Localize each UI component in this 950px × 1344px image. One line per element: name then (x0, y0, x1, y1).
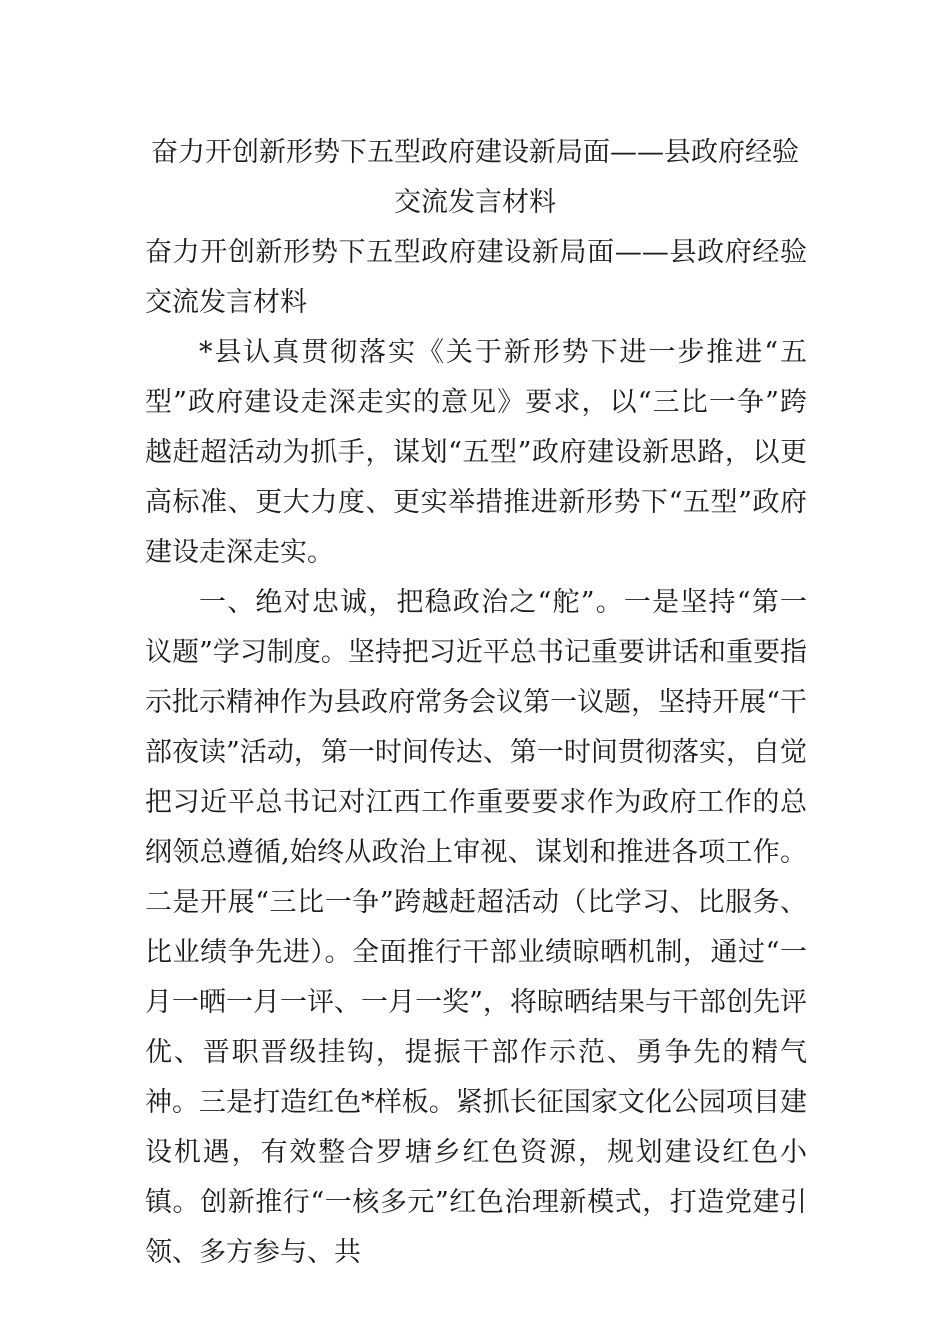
section-one-paragraph: 一、绝对忠诚，把稳政治之“舵”。一是坚持“第一议题”学习制度。坚持把习近平总书记重要讲话和重要指示批示精神作为县政府常务会议第一议题，坚持开展“干部夜读”活动，第一时间传达、第一时间贯彻落实，自觉把习近平总书记对江西工作重要要求作为政府工作的总纲领总遵循,始终从政治上审视、谋划和推进各项工作。二是开展“三比一争”跨越赶超活动（比学习、比服务、比业绩争先进）。全面推行干部业绩晾晒机制，通过“一月一晒一月一评、一月一奖”，将晾晒结果与干部创先评优、晋职晋级挂钩，提振干部作示范、勇争先的精气神。三是打造红色*样板。紧抓长征国家文化公园项目建设机遇，有效整合罗塘乡红色资源，规划建设红色小镇。创新推行“一核多元”红色治理新模式，打造党建引领、多方参与、共 (145, 587, 807, 1268)
document-body (145, 328, 807, 1278)
document-title: 奋力开创新形势下五型政府建设新局面——县政府经验交流发言材料 (151, 137, 799, 218)
intro-paragraph: *县认真贯彻落实《关于新形势下进一步推进“五型”政府建设走深走实的意见》要求，以“三比一争”跨越赶超活动为抓手，谋划“五型”政府建设新思路，以更高标准、更大力度、更实举措推进新形势下“五型”政府建设走深走实。 (145, 337, 807, 568)
document-title-repeat: 奋力开创新形势下五型政府建设新局面——县政府经验交流发言材料 (145, 237, 807, 318)
